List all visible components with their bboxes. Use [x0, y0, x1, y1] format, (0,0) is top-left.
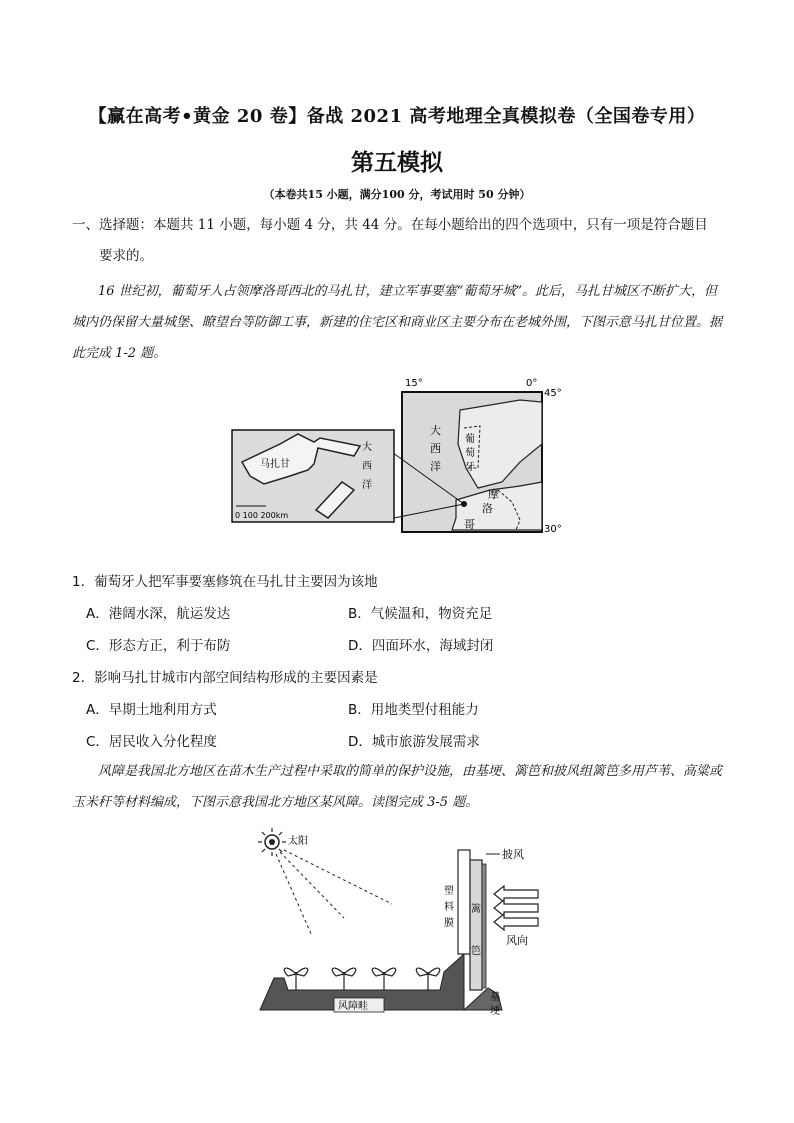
sun-icon — [258, 828, 286, 856]
section-instruction — [72, 210, 724, 272]
atlantic-label-1: 大 — [430, 424, 441, 437]
fence-label-2: 笆 — [471, 946, 481, 957]
fence — [470, 860, 482, 990]
atlantic-label-2: 西 — [430, 442, 441, 455]
sun-rays — [276, 850, 392, 936]
question-2-option-d[interactable]: D．城市旅游发展需求 — [348, 734, 480, 750]
exam-title: 【赢在高考•黄金 20 卷】备战 2021 高考地理全真模拟卷（全国卷专用） — [88, 106, 706, 127]
film-label-3: 膜 — [444, 918, 454, 929]
base-label-2: 埂 — [490, 1006, 500, 1017]
bed-label: 风障畦 — [338, 1001, 368, 1012]
plastic-film — [458, 850, 470, 954]
seedlings — [284, 968, 439, 990]
film-label-1: 塑 — [444, 886, 454, 897]
atlantic-label-3: 洋 — [430, 460, 441, 473]
lon-right-label: 0° — [526, 378, 538, 389]
sun-label: 太阳 — [288, 836, 308, 847]
morocco-label-3: 哥 — [464, 518, 475, 531]
seedling-label-1: 苗 — [312, 979, 322, 990]
morocco-label-1: 摩 — [488, 488, 499, 501]
passage-1: 16 世纪初，葡萄牙人占领摩洛哥西北的马扎甘，建立军事要塞“葡萄牙城”。此后，马扎甘城区不断扩大，但城内仍保留大量城堡、瞭望台等防御工事，新建的住宅区和商业区主要分布在老城外围，下图示意马扎甘位置。据此完成 1-2 题。 — [72, 284, 723, 361]
portugal-label-3: 牙 — [465, 462, 475, 473]
lat-bottom-label: 30° — [544, 524, 562, 535]
lat-top-label: 45° — [544, 388, 562, 399]
lon-left-label: 15° — [405, 378, 423, 389]
question-1-option-d[interactable]: D．四面环水，海域封闭 — [348, 638, 494, 654]
exam-subtitle: 第五模拟 — [351, 149, 443, 176]
section-instruction-line2: 要求的。 — [99, 248, 153, 264]
scale-label: 0 100 200km — [235, 511, 289, 520]
inset-city-label: 马扎甘 — [260, 459, 290, 470]
location-map — [220, 372, 580, 548]
section-instruction-line1: 一、选择题：本题共 11 小题，每小题 4 分，共 44 分。在每小题给出的四个选项中，只有一项是符合题目 — [72, 217, 708, 233]
seedling-label-2: 木 — [400, 979, 410, 990]
fence-label-1: 篱 — [471, 904, 481, 915]
windbreak-diagram — [250, 824, 550, 1020]
inset-ocean-label-3: 洋 — [362, 480, 372, 491]
question-2-stem: 2．影响马扎甘城市内部空间结构形成的主要因素是 — [72, 670, 378, 686]
film-label-2: 料 — [444, 902, 454, 913]
inset-ocean-label-1: 大 — [362, 442, 372, 453]
inset-ocean-label-2: 西 — [362, 461, 372, 472]
morocco-label-2: 洛 — [482, 502, 493, 515]
portugal-label-2: 萄 — [465, 448, 475, 459]
passage-2: 风障是我国北方地区在苗木生产过程中采取的简单的保护设施，由基埂、篱笆和披风组篱笆多用芦苇、高粱或玉米秆等材料编成，下图示意我国北方地区某风障。读图完成 3-5 题。 — [72, 764, 723, 810]
wind-arrows — [494, 886, 538, 930]
question-1-option-c[interactable]: C．形态方正，利于布防 — [86, 638, 231, 654]
question-1-stem: 1．葡萄牙人把军事要塞修筑在马扎甘主要因为该地 — [72, 574, 378, 590]
question-2-option-c[interactable]: C．居民收入分化程度 — [86, 734, 217, 750]
wind-label: 风向 — [506, 934, 528, 947]
base-label-1: 基 — [490, 992, 500, 1003]
exam-note: （本卷共15 小题，满分100 分，考试用时 50 分钟） — [263, 188, 531, 201]
question-2-option-a[interactable]: A．早期土地利用方式 — [86, 702, 217, 718]
question-2-option-b[interactable]: B．用地类型付租能力 — [348, 702, 479, 718]
question-1-option-b[interactable]: B．气候温和，物资充足 — [348, 606, 493, 622]
portugal-label-1: 葡 — [465, 434, 475, 445]
question-1-option-a[interactable]: A．港阔水深，航运发达 — [86, 606, 231, 622]
cape — [482, 864, 486, 988]
cape-label: 披风 — [502, 848, 524, 861]
